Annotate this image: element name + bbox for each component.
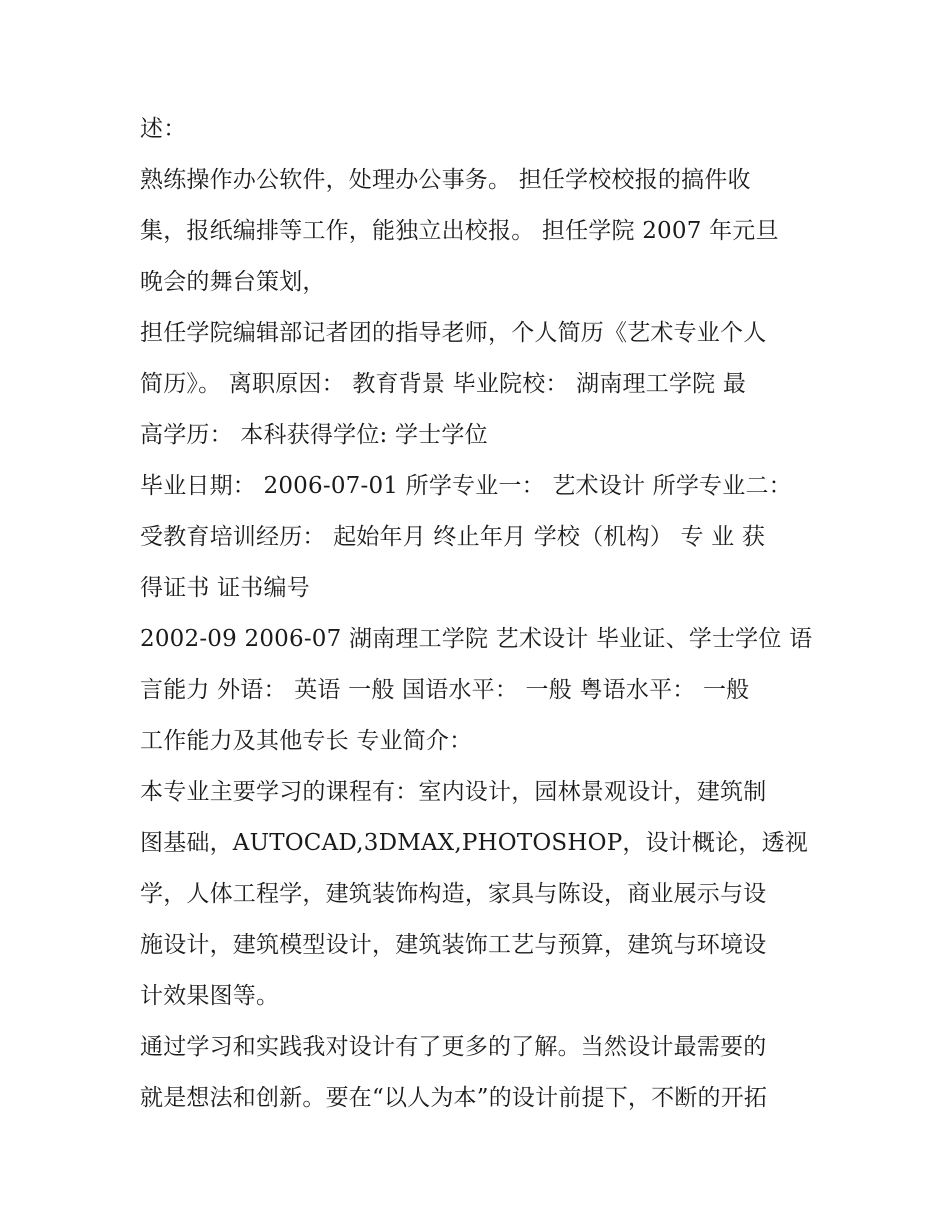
text-line: 通过学习和实践我对设计有了更多的了解。当然设计最需要的 — [140, 1034, 767, 1060]
text-line: 晚会的舞台策划， — [140, 269, 326, 295]
text-line: 熟练操作办公软件，处理办公事务。 担任学校校报的搞件收 — [140, 167, 751, 193]
text-line: 言能力 外语： 英语 一般 国语水平： 一般 粤语水平： 一般 — [140, 677, 750, 703]
text-line: 学，人体工程学，建筑装饰构造，家具与陈设，商业展示与设 — [140, 881, 767, 907]
document-body — [140, 104, 820, 1124]
text-line: 计效果图等。 — [140, 983, 280, 1009]
text-line: 2002-09 2006-07 湖南理工学院 艺术设计 毕业证、学士学位 语 — [140, 626, 813, 652]
text-line: 高学历： 本科获得学位: 学士学位 — [140, 422, 488, 448]
text-line: 述： — [140, 116, 187, 142]
text-line: 得证书 证书编号 — [140, 575, 310, 601]
text-line: 图基础，AUTOCAD,3DMAX,PHOTOSHOP，设计概论，透视 — [140, 830, 808, 856]
text-line: 集，报纸编排等工作，能独立出校报。 担任学院 2007 年元旦 — [140, 218, 779, 244]
text-line: 施设计，建筑模型设计，建筑装饰工艺与预算，建筑与环境设 — [140, 932, 767, 958]
text-line: 担任学院编辑部记者团的指导老师，个人简历《艺术专业个人 — [140, 320, 767, 346]
text-line: 就是想法和创新。要在“以人为本”的设计前提下，不断的开拓 — [140, 1085, 768, 1111]
text-line: 受教育培训经历： 起始年月 终止年月 学校（机构） 专 业 获 — [140, 524, 766, 550]
text-line: 工作能力及其他专长 专业简介： — [140, 728, 473, 754]
text-line: 简历》。 离职原因： 教育背景 毕业院校： 湖南理工学院 最 — [140, 371, 747, 397]
text-line: 毕业日期： 2006-07-01 所学专业一： 艺术设计 所学专业二： — [140, 473, 792, 499]
text-line: 本专业主要学习的课程有：室内设计，园林景观设计，建筑制 — [140, 779, 767, 805]
